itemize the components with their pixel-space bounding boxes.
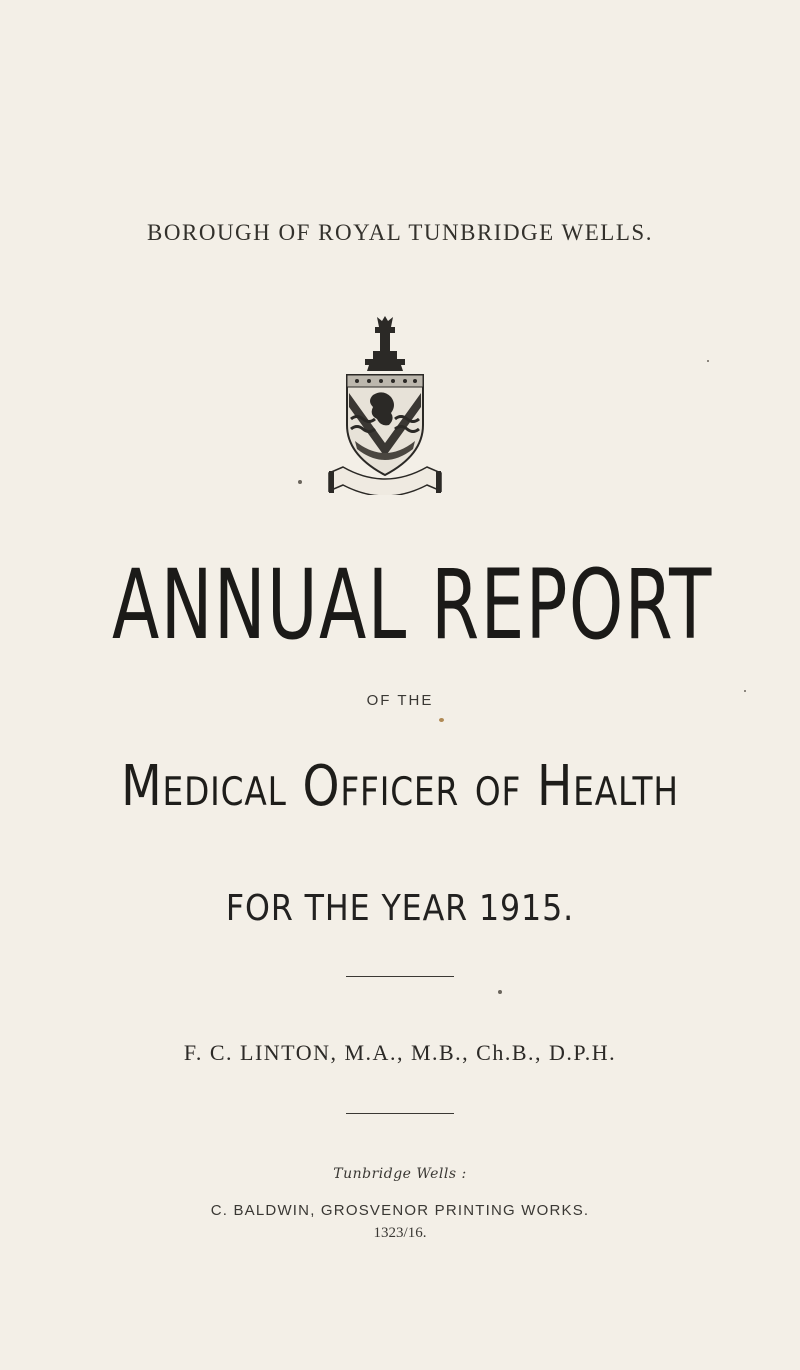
divider-rule — [346, 1113, 454, 1114]
print-speck — [498, 990, 502, 994]
of-the-line: OF THE — [366, 692, 434, 709]
print-speck — [298, 480, 302, 484]
divider-rule — [346, 976, 454, 977]
print-speck — [707, 360, 709, 362]
imprint-place: Tunbridge Wells : — [333, 1166, 467, 1182]
author-credentials: F. C. LINTON, M.A., M.B., Ch.B., D.P.H. — [183, 1040, 617, 1065]
imprint-code: 1323/16. — [373, 1225, 427, 1241]
print-speck — [744, 690, 746, 692]
print-speck — [439, 718, 444, 722]
imprint-printer: C. BALDWIN, GROSVENOR PRINTING WORKS. — [210, 1202, 590, 1219]
report-year: FOR THE YEAR 1915. — [225, 888, 575, 929]
report-title: ANNUAL REPORT — [112, 549, 713, 661]
coat-of-arms-icon — [325, 315, 445, 495]
report-subtitle: Medical Officer of Health — [121, 754, 679, 819]
borough-heading: BOROUGH OF ROYAL TUNBRIDGE WELLS. — [147, 220, 653, 245]
